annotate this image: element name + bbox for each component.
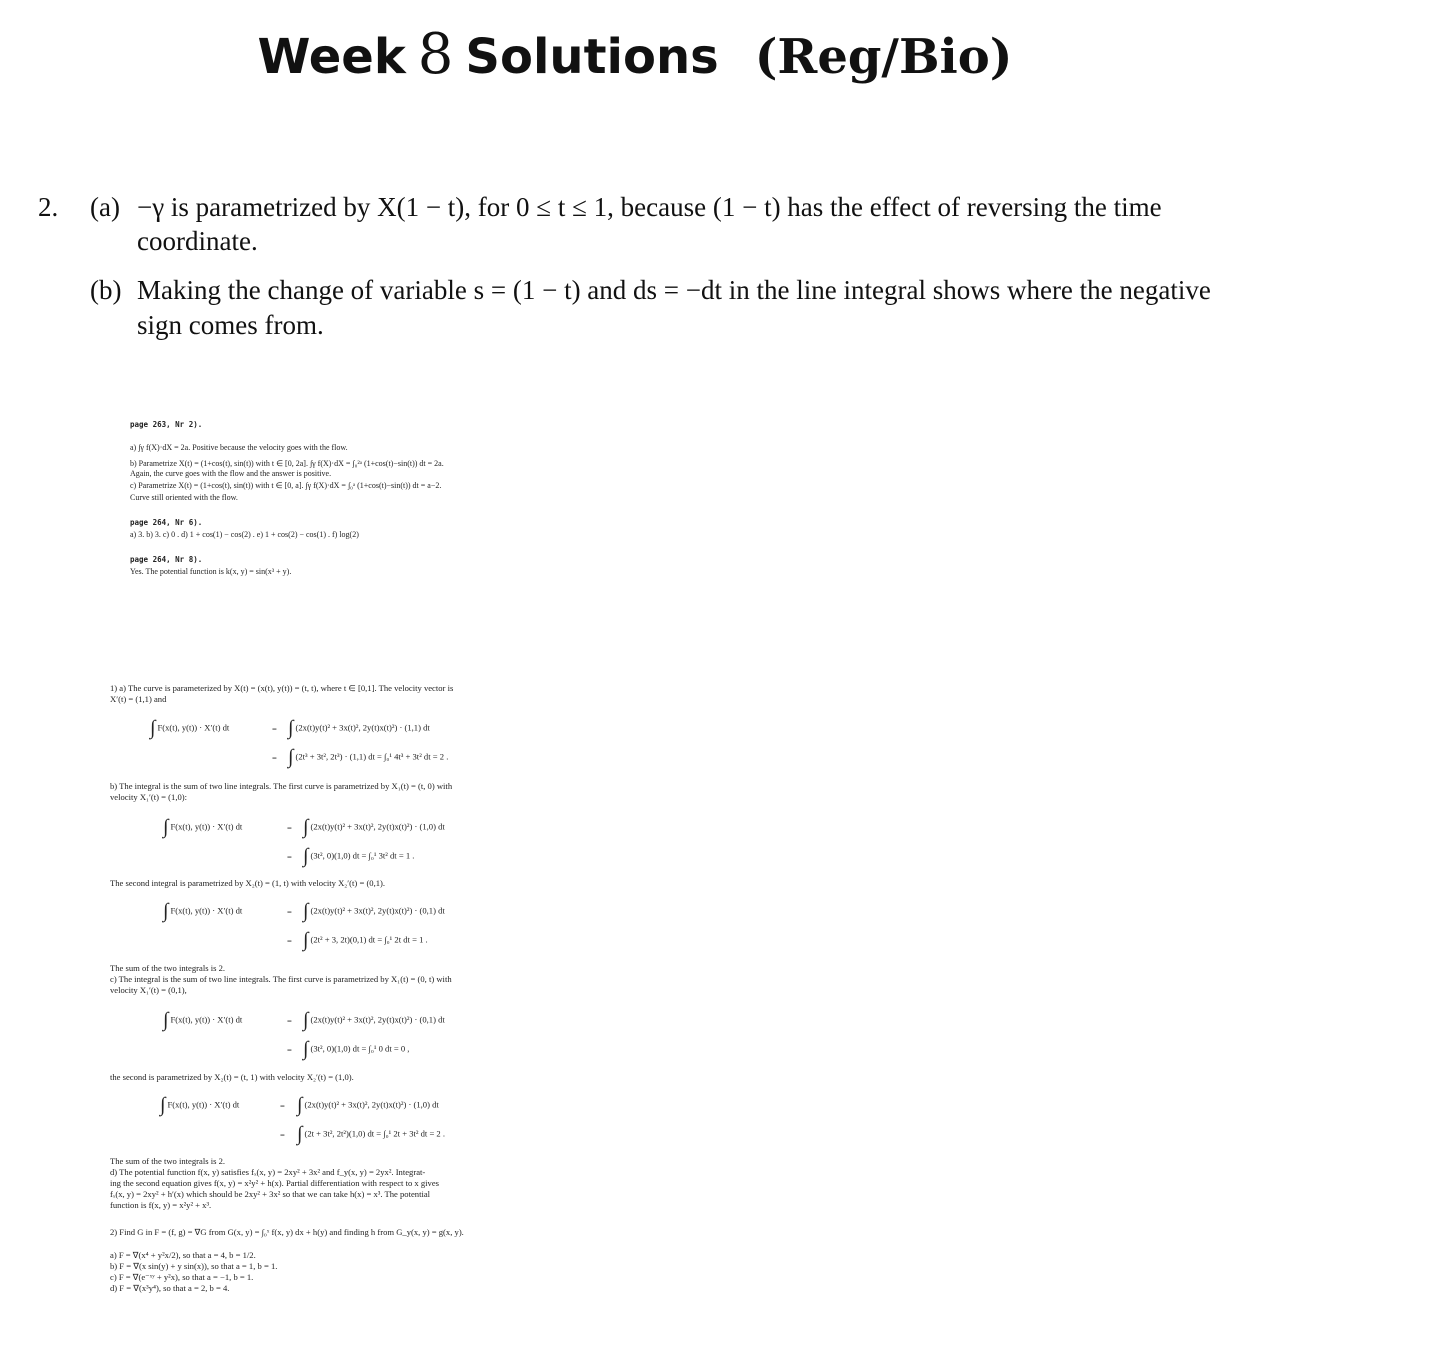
- p264a-body: a) 3. b) 3. c) 0 . d) 1 + cos(1) − cos(2) . e) 1 + cos(2) − cos(1) . f) log(2): [130, 530, 359, 539]
- p263-b2: Again, the curve goes with the flow and the answer is positive.: [130, 469, 332, 478]
- eq3-rhs1: ∫ (2x(t)y(t)² + 3x(t)², 2y(t)x(t)²) · (0,1) dt: [303, 900, 445, 922]
- eq1-rhs2: ∫ (2t³ + 3t², 2t³) · (1,1) dt = ∫₀¹ 4t³ + 3t² dt = 2 .: [288, 746, 449, 768]
- eq4-lhs: ∫ F(x(t), y(t)) · X′(t) dt: [163, 1009, 243, 1031]
- s1d-line2: ing the second equation gives f(x, y) = x²y² + h(x). Partial differentiation with respect to x gives: [110, 1178, 439, 1188]
- s1d-line3: fₓ(x, y) = 2xy² + h′(x) which should be 2xy² + 3x² so that we can take h(x) = x³. The potential: [110, 1189, 431, 1199]
- s1b-second: The second integral is parametrized by X₂(t) = (1, t) with velocity X₂′(t) = (0,1).: [110, 878, 386, 888]
- part-a-line1: −γ is parametrized by X(1 − t), for 0 ≤ t ≤ 1, because (1 − t) has the effect of reversing the time: [137, 192, 1162, 222]
- title-number: 8: [417, 22, 454, 87]
- p263-c1: c) Parametrize X(t) = (1+cos(t), sin(t)) with t ∈ [0, a]. ∫γ f(X)·dX = ∫₀ᵃ (1+cos(t)−sin(t)) dt = a−2.: [130, 481, 442, 490]
- eq1-rhs1: ∫ (2x(t)y(t)² + 3x(t)², 2y(t)x(t)²) · (1,1) dt: [288, 717, 430, 739]
- eq3-lhs: ∫ F(x(t), y(t)) · X′(t) dt: [163, 900, 243, 922]
- s1c-intro-line1: c) The integral is the sum of two line integrals. The first curve is parametrized by X₁(t) = (0, t) with: [110, 974, 452, 984]
- eq5-rhs1: ∫ (2x(t)y(t)² + 3x(t)², 2y(t)x(t)²) · (1,0) dt: [297, 1094, 439, 1116]
- s2-a: a) F = ∇(x⁴ + y²x/2), so that a = 4, b = 1/2.: [110, 1250, 256, 1260]
- p263-heading: page 263, Nr 2).: [130, 420, 203, 429]
- s1a-intro-line1: 1) a) The curve is parameterized by X(t) = (x(t), y(t)) = (t, t), where t ∈ [0,1]. The velocity vector is: [110, 683, 454, 693]
- s2-answers: [110, 1250, 555, 1294]
- title-reg-bio: (Reg/Bio): [754, 29, 1013, 85]
- eq5-rhs2: ∫ (2t + 3t², 2t²)(1,0) dt = ∫₀¹ 2t + 3t² dt = 2 .: [297, 1123, 446, 1145]
- s1b-sum: The sum of the two integrals is 2.: [110, 963, 226, 973]
- part-b-line2: sign comes from.: [137, 310, 324, 340]
- eq2-eq2: =: [287, 852, 292, 862]
- eq4-eq1: =: [287, 1016, 292, 1026]
- eq4-rhs1: ∫ (2x(t)y(t)² + 3x(t)², 2y(t)x(t)²) · (0,1) dt: [303, 1009, 445, 1031]
- eq1-eq1: =: [272, 724, 277, 734]
- eq5-lhs: ∫ F(x(t), y(t)) · X′(t) dt: [160, 1094, 240, 1116]
- eq4-eq2: =: [287, 1045, 292, 1055]
- part-a-label: (a): [90, 192, 120, 222]
- p264b-body: Yes. The potential function is k(x, y) = sin(x³ + y).: [130, 567, 292, 576]
- title-solutions: Solutions: [465, 29, 719, 85]
- s1d-line1: d) The potential function f(x, y) satisfies fₓ(x, y) = 2xy² + 3x² and f_y(x, y) = 2yx². Integrat-: [110, 1167, 426, 1177]
- eq4-rhs2: ∫ (3t², 0)(1,0) dt = ∫₀¹ 0 dt = 0 ,: [303, 1038, 410, 1060]
- eq1-lhs: ∫ F(x(t), y(t)) · X′(t) dt: [150, 717, 230, 739]
- s1a-intro: [110, 683, 555, 705]
- s1c-intro-line2: velocity X₁′(t) = (0,1),: [110, 985, 187, 995]
- s1b-intro-line2: velocity X₁′(t) = (1,0):: [110, 792, 188, 802]
- part-a-line2: coordinate.: [137, 226, 258, 256]
- s2-c: c) F = ∇(e⁻ˣʸ + y²x), so that a = −1, b = 1.: [110, 1272, 254, 1282]
- s1c-intro: [110, 963, 555, 996]
- eq3-eq2: =: [287, 936, 292, 946]
- eq3-eq1: =: [287, 907, 292, 917]
- p263-a: a) ∫γ f(X)·dX = 2a. Positive because the velocity goes with the flow.: [130, 443, 348, 452]
- part-b-line1: Making the change of variable s = (1 − t) and ds = −dt in the line integral shows where the negative: [137, 275, 1211, 305]
- eq2-rhs1: ∫ (2x(t)y(t)² + 3x(t)², 2y(t)x(t)²) · (1,0) dt: [303, 816, 445, 838]
- s1b-intro-line1: b) The integral is the sum of two line integrals. The first curve is parametrized by X₁(t) = (t, 0) with: [110, 781, 453, 791]
- s1d-line4: function is f(x, y) = x²y² + x³.: [110, 1200, 212, 1210]
- eq1-eq2: =: [272, 753, 277, 763]
- eq3-rhs2: ∫ (2t² + 3, 2t)(0,1) dt = ∫₀¹ 2t dt = 1 .: [303, 929, 428, 951]
- s1a-intro-line2: X′(t) = (1,1) and: [110, 694, 167, 704]
- eq5-eq2: =: [280, 1130, 285, 1140]
- p264b-heading: page 264, Nr 8).: [130, 555, 203, 564]
- s1c-second: the second is parametrized by X₂(t) = (t, 1) with velocity X₂′(t) = (1,0).: [110, 1072, 354, 1082]
- p263-b1: b) Parametrize X(t) = (1+cos(t), sin(t)) with t ∈ [0, 2a]. ∫γ f(X)·dX = ∫₀²ᵃ (1+cos(t)−sin(t)) dt = 2a.: [130, 459, 444, 468]
- s1d-block: [110, 1156, 555, 1211]
- eq2-eq1: =: [287, 823, 292, 833]
- s1b-intro: [110, 781, 555, 803]
- part-b-label: (b): [90, 275, 122, 305]
- p263-c2: Curve still oriented with the flow.: [130, 493, 238, 502]
- problem-number: 2.: [38, 192, 59, 222]
- p264a-heading: page 264, Nr 6).: [130, 518, 203, 527]
- eq2-rhs2: ∫ (3t², 0)(1,0) dt = ∫₀¹ 3t² dt = 1 .: [303, 845, 415, 867]
- title-week: Week: [257, 29, 406, 85]
- eq5-eq1: =: [280, 1101, 285, 1111]
- eq2-lhs: ∫ F(x(t), y(t)) · X′(t) dt: [163, 816, 243, 838]
- s2-b: b) F = ∇(x sin(y) + y sin(x)), so that a = 1, b = 1.: [110, 1261, 278, 1271]
- s2-intro: 2) Find G in F = (f, g) = ∇G from G(x, y) = ∫₀ˣ f(x, y) dx + h(y) and finding h from G_y(x, y) = g(x, y).: [110, 1227, 464, 1237]
- s1c-sum: The sum of the two integrals is 2.: [110, 1156, 226, 1166]
- s2-d: d) F = ∇(x³y⁴), so that a = 2, b = 4.: [110, 1283, 230, 1293]
- page-title: [0, 22, 1270, 87]
